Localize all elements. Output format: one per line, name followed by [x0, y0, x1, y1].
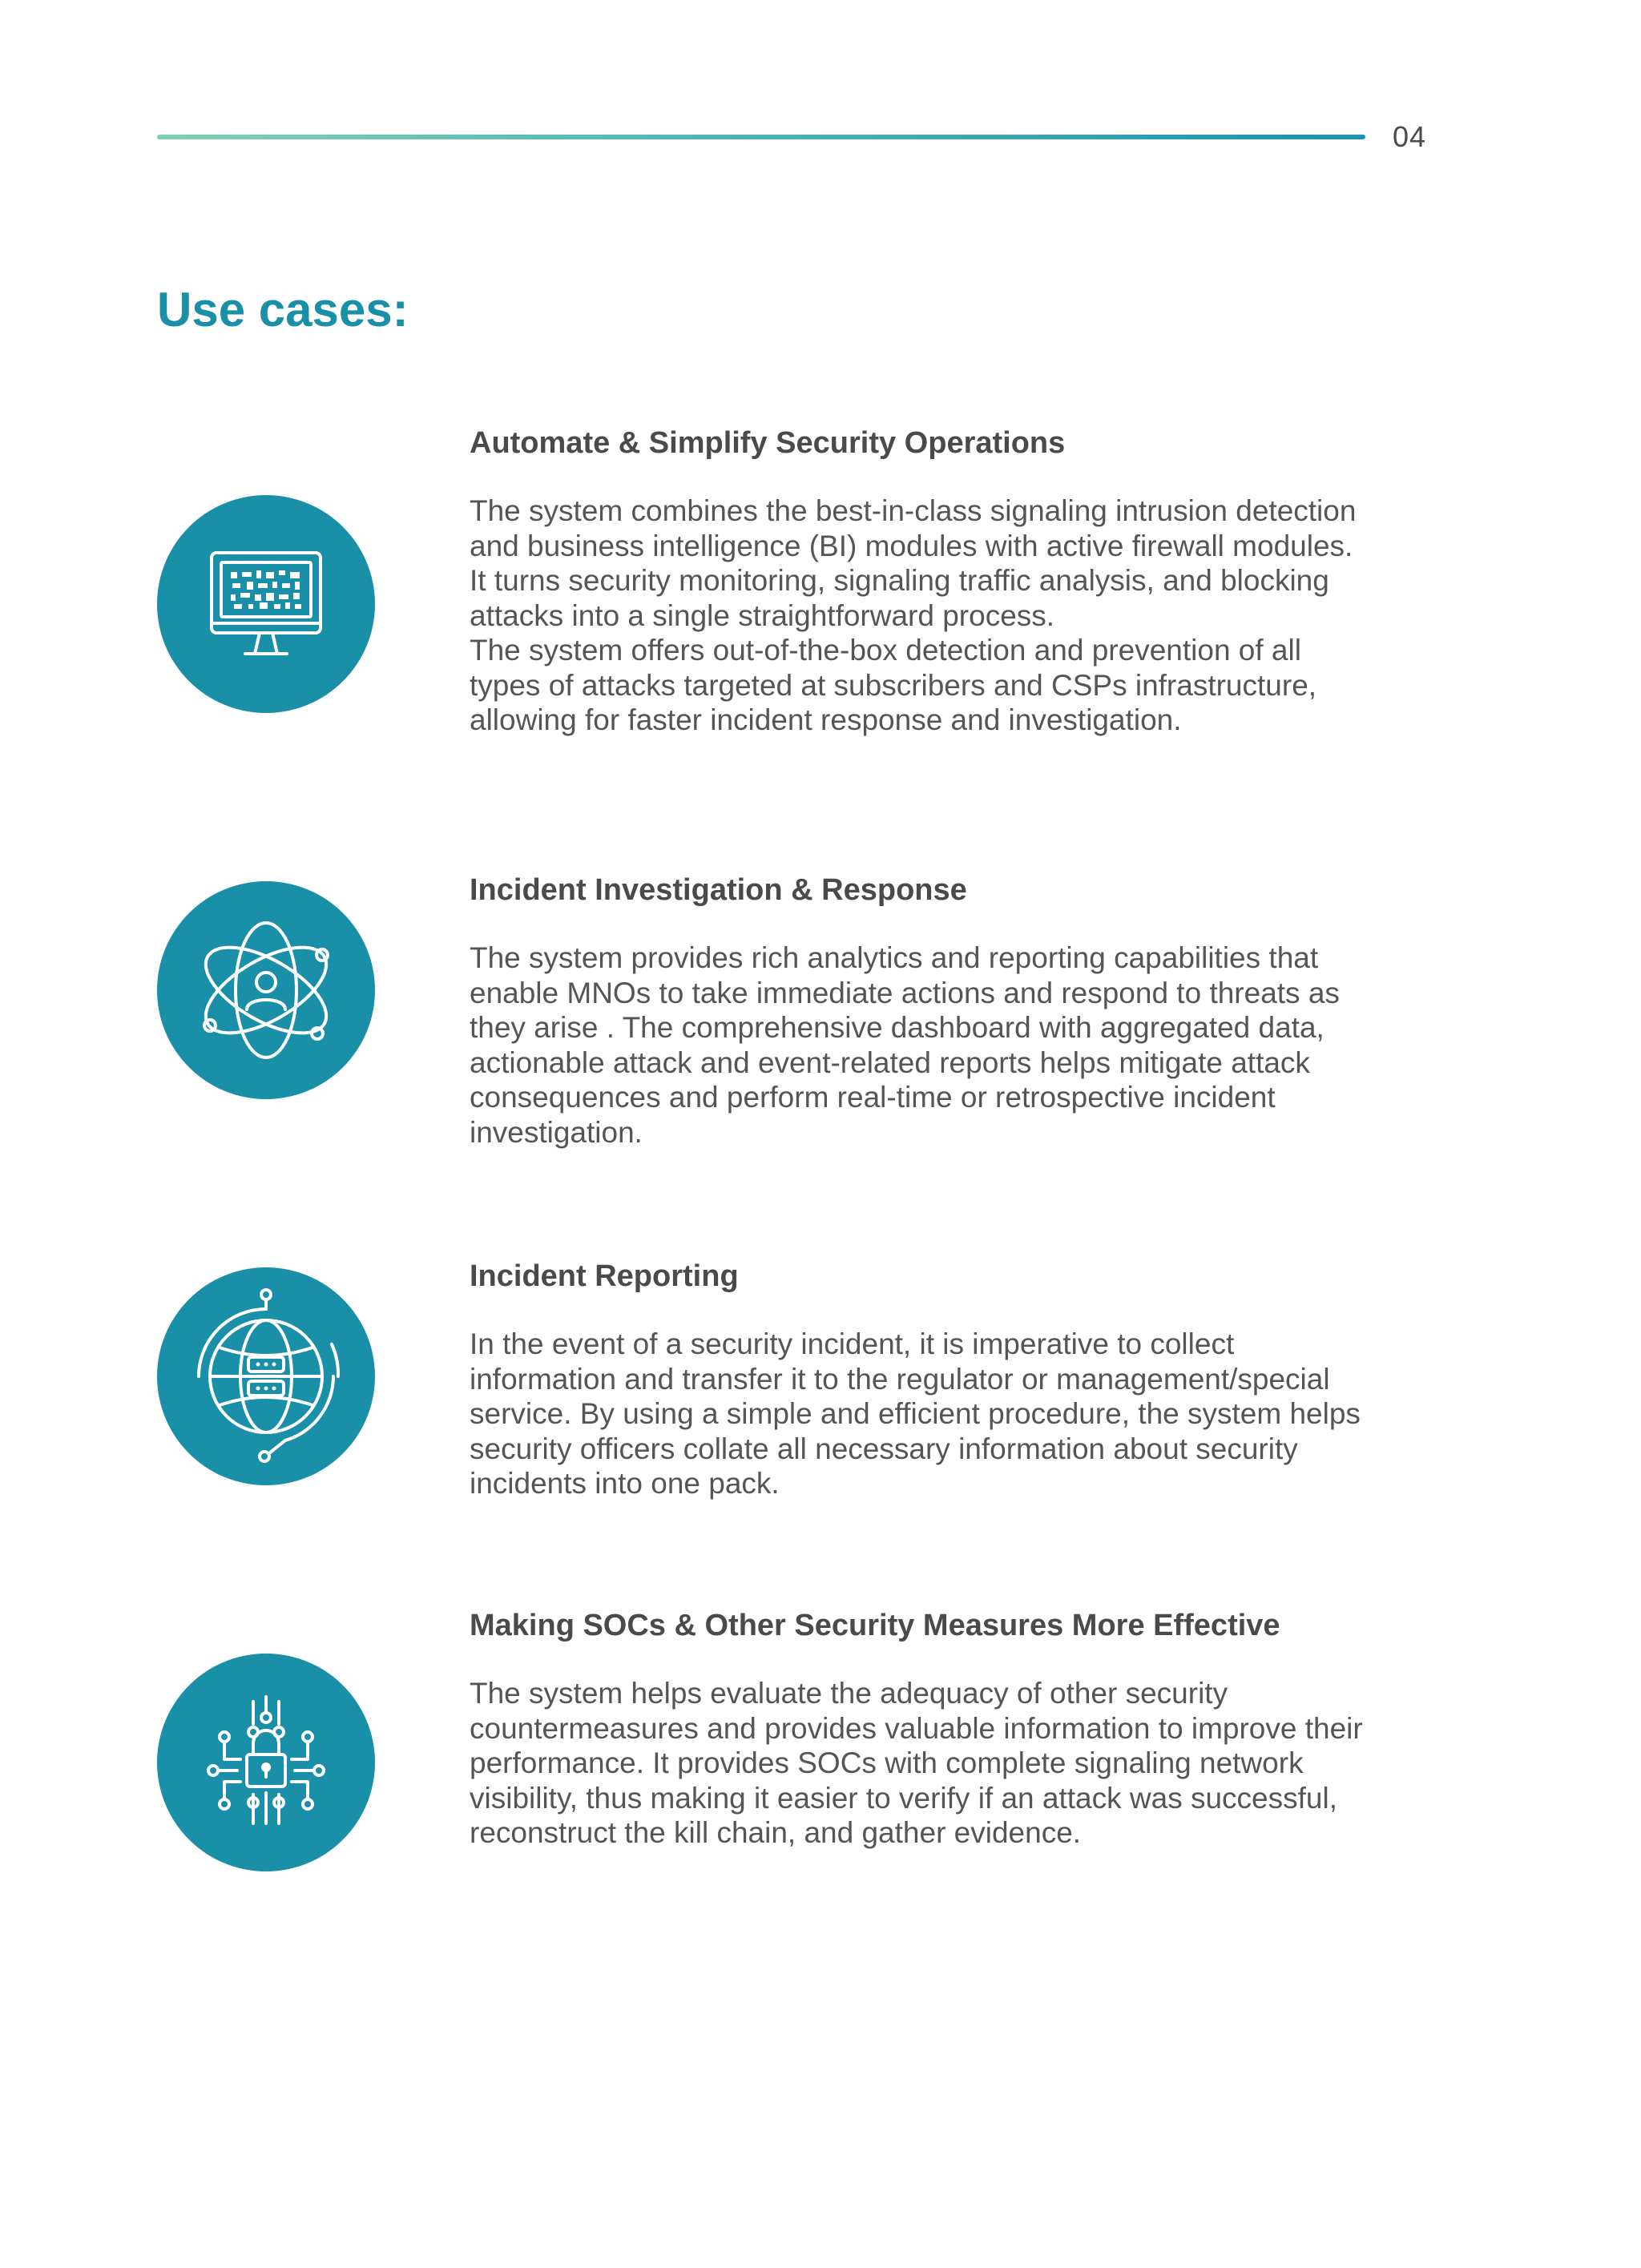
use-case-title: Automate & Simplify Security Operations: [470, 426, 1066, 460]
use-case-description: In the event of a security incident, it is imperative to collect information and transfer it to the regulator or management/special service. By using a simple and efficient procedure, the system helps security officers collate all necessary information about security incidents into one pack.: [470, 1327, 1361, 1500]
atom-user-icon: [157, 881, 375, 1099]
section-title: Use cases:: [157, 283, 409, 336]
use-case-title: Incident Investigation & Response: [470, 873, 967, 907]
page-number: 04: [1393, 120, 1427, 153]
use-case-description: The system provides rich analytics and reporting capabilities that enable MNOs to take immediate actions and respond to threats as they arise . The comprehensive dashboard with aggregated data, actionable attack and event-related reports helps mitigate attack consequences and perform real-time or retrospective incident investigation.: [470, 941, 1340, 1149]
use-case-description: The system combines the best-in-class signaling intrusion detection and business intelligence (BI) modules with active firewall modules. It turns security monitoring, signaling traffic analysis, and blocking attacks into a single straightforward process. The system offers out-of-the-box detection and prevention of all types of attacks targeted at subscribers and CSPs infrastructure, allowing for faster incident response and investigation.: [470, 494, 1357, 736]
circuit-lock-icon: [157, 1654, 375, 1871]
header-rule: [157, 135, 1365, 139]
monitor-icon: [157, 495, 375, 713]
use-case-title: Incident Reporting: [470, 1259, 739, 1293]
use-case-title: Making SOCs & Other Security Measures More Effective: [470, 1609, 1280, 1642]
globe-network-icon: [157, 1267, 375, 1485]
use-case-description: The system helps evaluate the adequacy of other security countermeasures and provides valuable information to improve their performance. It provides SOCs with complete signaling network visibility, thus making it easier to verify if an attack was successful, reconstruct the kill chain, and gather evidence.: [470, 1677, 1363, 1849]
